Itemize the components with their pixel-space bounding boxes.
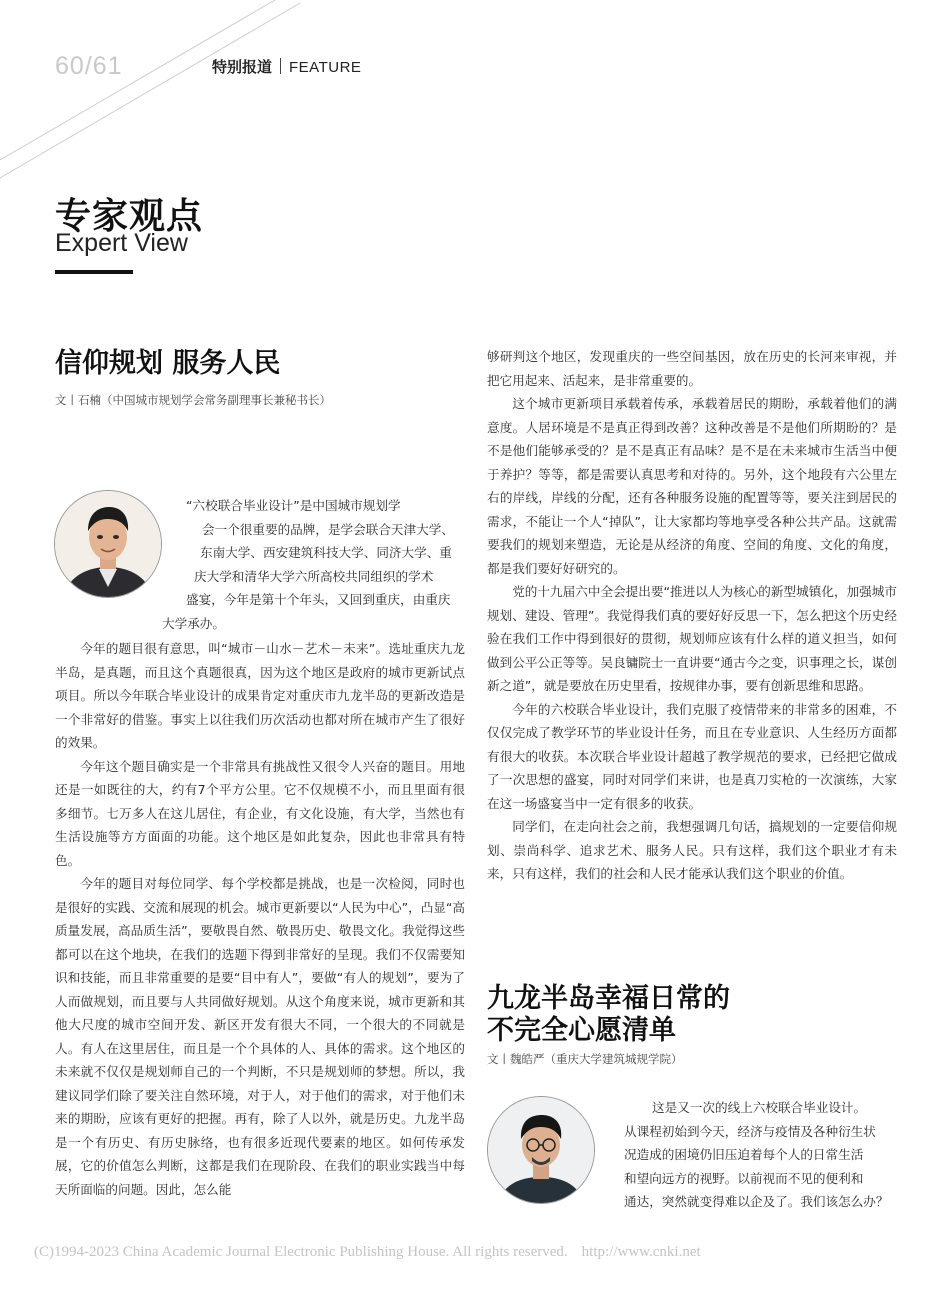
article1-body-left xyxy=(55,637,465,1201)
section-label xyxy=(212,56,361,77)
paragraph: 今年的六校联合毕业设计，我们克服了疫情带来的非常多的困难，不仅仅完成了教学环节的毕业设计任务，而且在专业意识、人生经历方面都有很大的收获。本次联合毕业设计超越了教学规范的要求，已经把它做成了一次思想的盛宴，同时对同学们来讲，也是真刀实枪的一次演练，大家在这一场盛宴当中一定有很多的收获。 xyxy=(487,701,897,811)
paragraph: 今年的题目对每位同学、每个学校都是挑战，也是一次检阅，同时也是很好的实践、交流和展现的机会。城市更新要以“人民为中心”，凸显“高质量发展，高品质生活”，要敬畏自然、敬畏历史、敬畏文化。我觉得这些都可以在这个地块，在我们的选题下得到非常好的呈现。我们不仅需要知识和技能，而且非常重要的是要“目中有人”，要做“有人的规划”，要为了人而做规划，而且要与人共同做好规划。从这个角度来说，城市更新和其他大尺度的城市空间开发、新区开发有很大不同，一个很大的不同就是人。有人在这里居住，而且是一个个具体的人、具体的需求。这个地区的未来就不仅仅是规划师自己的一个判断，不只是规划师的梦想。所以，我建议同学们除了要关注自然环境，对于人，对于他们的需求，对于他们未来的期盼，应该有更好的把握。再有，除了人以外，就是历史。九龙半岛是一个有历史、有历史脉络，也有很多近现代要素的地区。如何传承发展，它的价值怎么判断，这都是我们在现阶段、在我们的职业实践当中每天所面临的问题。因此，怎么能 xyxy=(55,876,465,1197)
paragraph: 够研判这个地区，发现重庆的一些空间基因，放在历史的长河来审视，并把它用起来、活起来，是非常重要的。 xyxy=(487,349,897,388)
author-portrait-shinan xyxy=(54,490,162,598)
intro-line: 庆大学和清华大学六所高校共同组织的学术 xyxy=(194,568,434,584)
intro-line: 盛宴，今年是第十个年头，又回到重庆，由重庆 xyxy=(186,592,451,607)
paragraph: 党的十九届六中全会提出要“推进以人为核心的新型城镇化，加强城市规划、建设、管理”。我觉得我们真的要好好反思一下，怎么把这个历史经验在我们工作中得到很好的贯彻，规划师应该有什么样的道义担当，如何做到公平公正等等。吴良镛院士一直讲要“通古今之变，识事理之长，谋创新之道”，就是要放在历史里看，按规律办事，要有创新思维和思路。 xyxy=(487,584,897,693)
paragraph: 今年这个题目确实是一个非常具有挑战性又很令人兴奋的题目。用地还是一如既往的大，约有7个平方公里。它不仅规模不小，而且里面有很多细节。七万多人在这儿居住，有企业，有文化设施，有大学，当然也有生活设施等方方面面的功能。这个地区是如此复杂，因此也非常具有特色。 xyxy=(55,758,465,868)
intro-line: 东南大学、西安建筑科技大学、同济大学、重 xyxy=(200,545,452,560)
article2-title xyxy=(487,983,730,1047)
article1-body-right xyxy=(487,345,897,886)
article2-intro-wrapped xyxy=(624,1096,899,1214)
page-numbers: 60/61 xyxy=(55,52,123,80)
copyright-footer xyxy=(34,1244,701,1261)
article2-byline: 文丨魏皓严（重庆大学建筑城规学院） xyxy=(487,1052,683,1066)
intro-line: 通达，突然就变得难以企及了。我们该怎么办？ xyxy=(624,1194,889,1209)
article2-title-line2: 不完全心愿清单 xyxy=(487,1015,676,1046)
article1-title: 信仰规划 服务人民 xyxy=(55,348,281,379)
intro-line: 大学承办。 xyxy=(162,615,225,631)
intro-line: 会一个很重要的品牌，是学会联合天津大学、 xyxy=(202,521,454,537)
cnki-url: http://www.cnki.net xyxy=(581,1244,701,1260)
intro-line: 况造成的困境仍旧压迫着每个人的日常生活 xyxy=(624,1147,864,1162)
copyright-text: (C)1994-2023 China Academic Journal Electronic Publishing House. All rights reserved. xyxy=(34,1244,568,1260)
decorative-diagonal-lines xyxy=(0,0,300,190)
paragraph: 这个城市更新项目承载着传承，承载着居民的期盼，承载着他们的满意度。人居环境是不是真正得到改善？这种改善是不是他们所期盼的？是不是他们能够承受的？是不是真正有品味？是不是在未来城市生活当中便于养护？等等，都是需要认真思考和对待的。另外，这个地段有六公里左右的岸线，岸线的分配，还有各种服务设施的配置等等，要关注到居民的需求，不能让一个人“掉队”，让大家都均等地享受各种公共产品。这就需要我们的规划来塑造，无论是从经济的角度、空间的角度、文化的角度，都是我们要好好研究的。 xyxy=(487,396,897,576)
heading-rule xyxy=(55,270,133,274)
paragraph: 同学们，在走向社会之前，我想强调几句话，搞规划的一定要信仰规划、崇尚科学、追求艺术、服务人民。只有这样，我们这个职业才有未来，只有这样，我们的社会和人民才能承认我们这个职业的价值。 xyxy=(487,819,897,881)
intro-line: 和望向远方的视野。以前视而不见的便利和 xyxy=(624,1170,864,1186)
paragraph: 今年的题目很有意思，叫“城市－山水－艺术－未来”。选址重庆九龙半岛，是真题，而且这个真题很真，因为这个地区是政府的城市更新试点项目。所以今年联合毕业设计的成果肯定对重庆市九龙半岛的更新改造是一个非常好的借鉴。事实上以往我们历次活动也都对所在城市产生了很好的效果。 xyxy=(55,641,465,750)
article2-title-line1: 九龙半岛幸福日常的 xyxy=(487,983,730,1014)
section-label-cn: 特别报道 xyxy=(212,58,273,76)
column-heading-cn: 专家观点 xyxy=(55,196,204,237)
intro-line: “六校联合毕业设计”是中国城市规划学 xyxy=(186,498,401,513)
section-divider xyxy=(280,58,281,74)
intro-line: 从课程初始到今天，经济与疫情及各种衍生状 xyxy=(624,1123,876,1139)
column-heading-en: Expert View xyxy=(55,229,188,257)
intro-line: 这是又一次的线上六校联合毕业设计。 xyxy=(652,1100,867,1115)
portrait-image xyxy=(488,1097,594,1203)
article1-intro-wrapped xyxy=(162,494,465,635)
author-portrait-weihaoyan xyxy=(487,1096,595,1204)
section-label-en: FEATURE xyxy=(289,59,362,76)
portrait-image xyxy=(55,491,161,597)
article1-byline: 文丨石楠（中国城市规划学会常务副理事长兼秘书长） xyxy=(55,393,331,407)
